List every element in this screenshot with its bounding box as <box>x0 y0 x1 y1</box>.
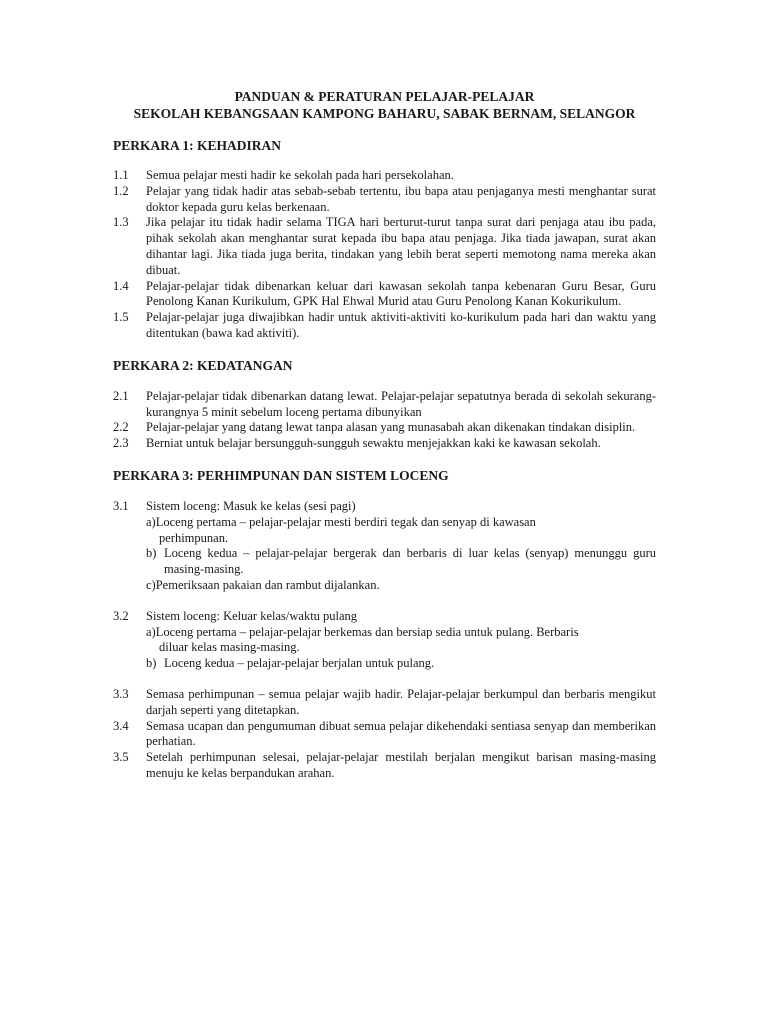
sub-item-b <box>113 546 656 578</box>
item-3-1 <box>113 499 656 594</box>
title-line-1: PANDUAN & PERATURAN PELAJAR-PELAJAR <box>234 89 535 104</box>
sub-item-label: a) <box>146 624 156 639</box>
section-heading-perhimpunan: PERKARA 3: PERHIMPUNAN DAN SISTEM LOCENG <box>113 467 449 483</box>
item-text: Pelajar-pelajar tidak dibenarkan datang lewat. Pelajar-pelajar sepatutnya berada di sekolah sekurang-kurangnya 5 minit sebelum loceng pertama dibunyikan <box>146 388 656 419</box>
item-text: Pelajar yang tidak hadir atas sebab-sebab tertentu, ibu bapa atau penjaganya mesti menghantar surat doktor kepada guru kelas berkenaan. <box>146 183 656 214</box>
list-item <box>113 215 656 278</box>
sub-item-text: Loceng kedua – pelajar-pelajar bergerak dan berbaris di luar kelas (senyap) menunggu guru masing-masing. <box>164 546 656 577</box>
item-number: 2.2 <box>113 420 129 435</box>
item-text: Semua pelajar mesti hadir ke sekolah pada hari persekolahan. <box>146 168 454 182</box>
item-text: Jika pelajar itu tidak hadir selama TIGA hari berturut-turut tanpa surat dari penjaga atau ibu pada, pihak sekolah akan menghantar surat kepada ibu bapa atau penjaga. Jika tiada jawapan, surat akan dihantar lagi. Jika tiada juga berita, tindakan yang lebih berat seperti memotong nama mereka akan dibuat. <box>146 215 656 277</box>
sub-item-continuation: perhimpunan. <box>159 530 229 545</box>
list-item <box>113 310 656 342</box>
section-heading-kehadiran: PERKARA 1: KEHADIRAN <box>113 138 282 153</box>
title-line-2: SEKOLAH KEBANGSAAN KAMPONG BAHARU, SABAK BERNAM, SELANGOR <box>133 106 636 121</box>
item-number: 3.1 <box>113 498 129 513</box>
list-item <box>113 609 656 625</box>
item-text: Pelajar-pelajar tidak dibenarkan keluar dari kawasan sekolah tanpa kebenaran Guru Besar, Guru Penolong Kanan Kurikulum, GPK Hal Ehwal Murid atau Guru Penolong Kanan Kokurikulum. <box>146 278 656 309</box>
item-number: 1.5 <box>113 310 129 325</box>
section-kedatangan-list <box>113 389 656 452</box>
item-text: Pelajar-pelajar yang datang lewat tanpa alasan yang munasabah akan dikenakan tindakan disiplin. <box>146 420 636 435</box>
item-text: Setelah perhimpunan selesai, pelajar-pelajar mestilah berjalan mengikut barisan masing-masing menuju ke kelas berpandukan arahan. <box>146 750 656 780</box>
item-number: 1.2 <box>113 183 129 198</box>
sub-item-label: a) <box>146 514 156 529</box>
sub-item-label: b) <box>146 656 157 671</box>
item-text: Sistem loceng: Masuk ke kelas (sesi pagi) <box>146 498 356 513</box>
list-item <box>113 436 656 452</box>
list-item <box>113 750 656 782</box>
item-number: 3.3 <box>113 686 129 701</box>
item-number: 3.5 <box>113 750 129 765</box>
sub-item-a <box>113 515 656 547</box>
item-text: Pelajar-pelajar juga diwajibkan hadir untuk aktiviti-aktiviti ko-kurikulum pada hari dan waktu yang ditentukan (bawa kad aktiviti). <box>146 310 656 340</box>
sub-item-label: c) <box>146 577 156 592</box>
section-heading-kedatangan: PERKARA 2: KEDATANGAN <box>113 357 293 373</box>
list-item <box>113 168 656 184</box>
sub-item-b <box>113 656 656 672</box>
list-item <box>113 687 656 719</box>
sub-item-c <box>113 578 656 594</box>
sub-item-label: b) <box>146 546 157 561</box>
list-item <box>113 279 656 311</box>
item-text: Sistem loceng: Keluar kelas/waktu pulang <box>146 608 358 623</box>
item-text: Semasa perhimpunan – semua pelajar wajib hadir. Pelajar-pelajar berkumpul dan berbaris mengikut darjah seperti yang ditetapkan. <box>146 686 656 717</box>
item-text: Semasa ucapan dan pengumuman dibuat semua pelajar dikehendaki sentiasa senyap dan memberikan perhatian. <box>146 718 656 749</box>
item-number: 1.1 <box>113 168 129 182</box>
item-number: 1.3 <box>113 215 129 230</box>
item-3-2 <box>113 609 656 672</box>
sub-item-text: Pemeriksaan pakaian dan rambut dijalankan. <box>155 577 380 592</box>
sub-item-text: Loceng pertama – pelajar-pelajar berkemas dan bersiap sedia untuk pulang. Berbaris <box>155 624 579 639</box>
sub-item-continuation: diluar kelas masing-masing. <box>159 640 300 655</box>
item-number: 3.4 <box>113 718 129 733</box>
sub-item-a <box>113 625 656 657</box>
item-number: 3.2 <box>113 608 129 623</box>
sub-item-text: Loceng kedua – pelajar-pelajar berjalan untuk pulang. <box>164 656 435 671</box>
list-item <box>113 719 656 751</box>
item-number: 1.4 <box>113 278 129 293</box>
sub-item-text: Loceng pertama – pelajar-pelajar mesti berdiri tegak dan senyap di kawasan <box>155 514 536 529</box>
item-text: Berniat untuk belajar bersungguh-sungguh sewaktu menjejakkan kaki ke kawasan sekolah. <box>146 436 601 451</box>
item-number: 2.3 <box>113 436 129 451</box>
list-item <box>113 184 656 216</box>
list-item <box>113 499 656 515</box>
section-kehadiran-list <box>113 168 656 342</box>
list-item <box>113 420 656 436</box>
list-item <box>113 389 656 421</box>
items-3-3-to-3-5 <box>113 687 656 782</box>
item-number: 2.1 <box>113 388 129 403</box>
document-title <box>113 88 656 122</box>
